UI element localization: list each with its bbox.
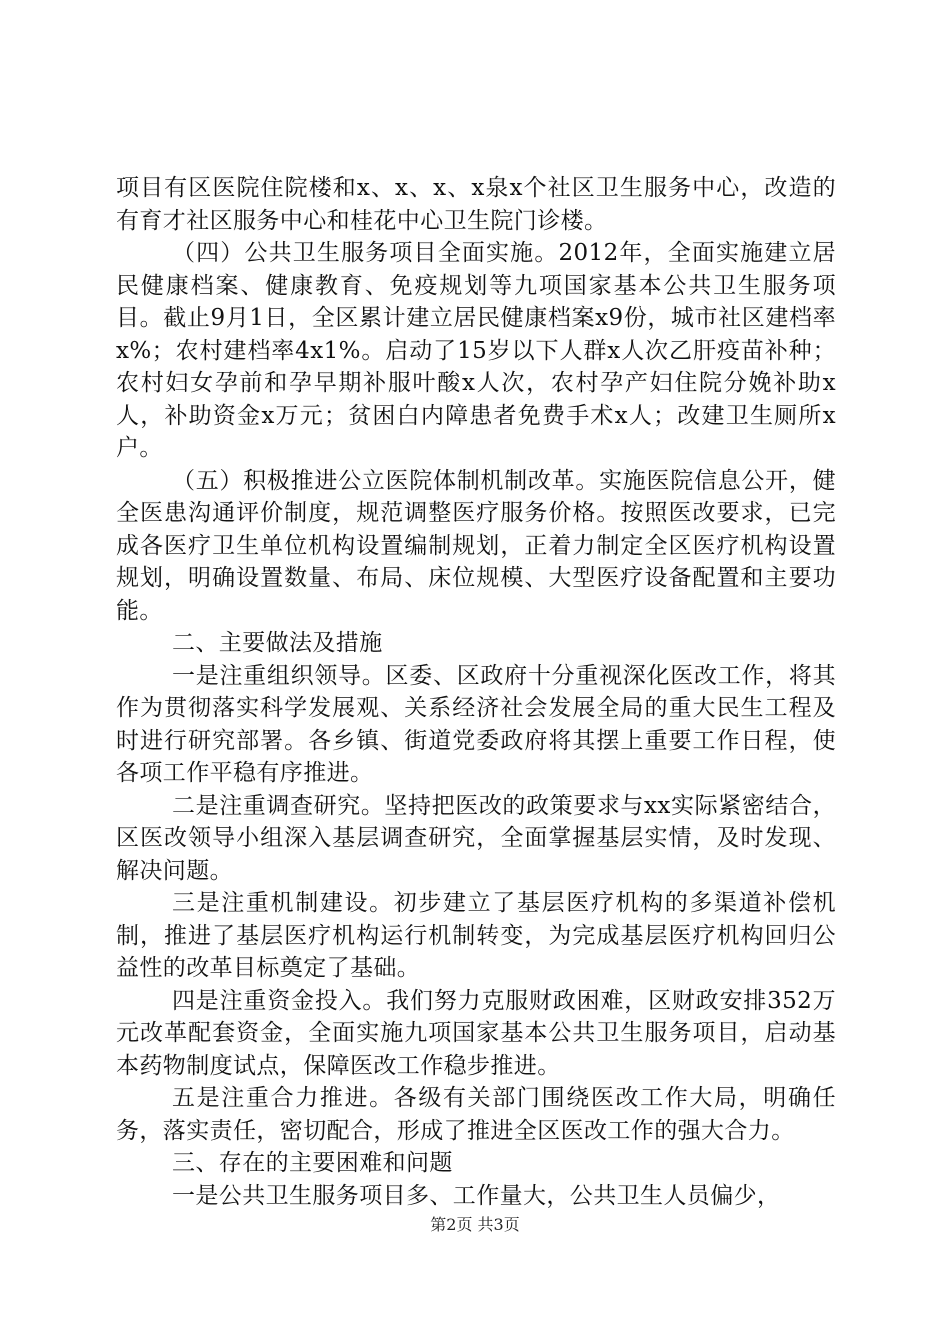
paragraph-2: （四）公共卫生服务项目全面实施。2012年，全面实施建立居民健康档案、健康教育、免疫规划等九项国家基本公共卫生服务项目。截止9月1日，全区累计建立居民健康档案x9份，城市社区建档率x%；农村建档率4x1%。启动了15岁以下人群x人次乙肝疫苗补种；农村妇女孕前和孕早期补服叶酸x人次，农村孕产妇住院分娩补助x人，补助资金x万元；贫困白内障患者免费手术x人；改建卫生厕所x户。 (116, 240, 836, 461)
paragraph-3: （五）积极推进公立医院体制机制改革。实施医院信息公开，健全医患沟通评价制度，规范调整医疗服务价格。按照医改要求，已完成各医疗卫生单位机构设置编制规划，正着力制定全区医疗机构设置规划，明确设置数量、布局、床位规模、大型医疗设备配置和主要功能。 (116, 467, 836, 624)
paragraph-8: 四是注重资金投入。我们努力克服财政困难，区财政安排352万元改革配套资金，全面实施九项国家基本公共卫生服务项目，启动基本药物制度试点，保障医改工作稳步推进。 (116, 987, 836, 1079)
paragraph-6: 二是注重调查研究。坚持把医改的政策要求与xx实际紧密结合，区医改领导小组深入基层调查研究，全面掌握基层实情，及时发现、解决问题。 (116, 792, 836, 884)
paragraph-9: 五是注重合力推进。各级有关部门围绕医改工作大局，明确任务，落实责任，密切配合，形成了推进全区医改工作的强大合力。 (116, 1085, 836, 1144)
paragraph-5: 一是注重组织领导。区委、区政府十分重视深化医改工作，将其作为贯彻落实科学发展观、关系经济社会发展全局的重大民生工程及时进行研究部署。各乡镇、街道党委政府将其摆上重要工作日程，使各项工作平稳有序推进。 (116, 662, 836, 786)
section-heading-2: 二、主要做法及措施 (172, 630, 383, 656)
section-heading-3: 三、存在的主要困难和问题 (172, 1150, 453, 1176)
page-number-footer: 第2页 共3页 (430, 1215, 520, 1234)
paragraph-11: 一是公共卫生服务项目多、工作量大，公共卫生人员偏少， (172, 1182, 781, 1209)
paragraph-7: 三是注重机制建设。初步建立了基层医疗机构的多渠道补偿机制，推进了基层医疗机构运行机制转变，为完成基层医疗机构回归公益性的改革目标奠定了基础。 (116, 890, 836, 981)
paragraph-1: 项目有区医院住院楼和x、x、x、x泉x个社区卫生服务中心，改造的有育才社区服务中心和桂花中心卫生院门诊楼。 (116, 175, 836, 234)
document-body (116, 172, 836, 1212)
